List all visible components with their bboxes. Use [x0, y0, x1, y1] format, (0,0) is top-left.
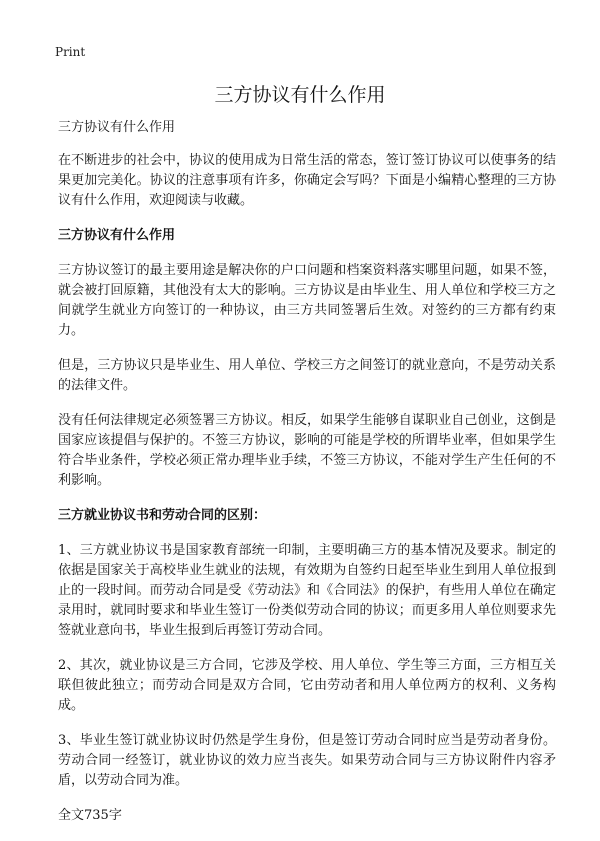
section1-paragraph: 三方协议签订的最主要用途是解决你的户口问题和档案资料落实哪里问题，如果不签，就会被打回原籍，其他没有太大的影响。三方协议是由毕业生、用人单位和学校三方之间就学生就业方向签订的一种协议，由三方共同签署后生效。对签约的三方都有约束力。: [58, 263, 556, 338]
section1-heading: 三方协议有什么作用: [58, 228, 176, 243]
section2-paragraph: 1、三方就业协议书是国家教育部统一印制，主要明确三方的基本情况及要求。制定的依据是国家关于高校毕业生就业的法规，有效期为自签约日起至毕业生到用人单位报到止的一段时间。而劳动合同是受《劳动法》和《合同法》的保护，有些用人单位在确定录用时，就同时要求和毕业生签订一份类似劳动合同的协议；而更多用人单位则要求先签就业意向书，毕业生报到后再签订劳动合同。: [58, 543, 556, 638]
page-title: 三方协议有什么作用: [214, 84, 386, 106]
section1-paragraph: 没有任何法律规定必须签署三方协议。相反，如果学生能够自谋职业自己创业，这倒是国家应该提倡与保护的。不签三方协议，影响的可能是学校的所谓毕业率，但如果学生符合毕业条件，学校必须正常办理毕业手续，不签三方协议，不能对学生产生任何的不利影响。: [58, 413, 556, 488]
section2-paragraph: 3、毕业生签订就业协议时仍然是学生身份，但是签订劳动合同时应当是劳动者身份。劳动合同一经签订，就业协议的效力应当丧失。如果劳动合同与三方协议附件内容矛盾，以劳动合同为准。: [58, 733, 556, 788]
intro-paragraph: 在不断进步的社会中，协议的使用成为日常生活的常态，签订签订协议可以使事务的结果更加完美化。协议的注意事项有许多，你确定会写吗？下面是小编精心整理的三方协议有什么作用，欢迎阅读与收藏。: [58, 153, 556, 208]
section1-paragraph: 但是，三方协议只是毕业生、用人单位、学校三方之间签订的就业意向，不是劳动关系的法律文件。: [58, 358, 556, 393]
print-link[interactable]: Print: [55, 45, 86, 59]
article-body: [58, 118, 556, 841]
article-subtitle: 三方协议有什么作用: [58, 120, 176, 135]
section2-heading: 三方就业协议书和劳动合同的区别：: [58, 508, 267, 523]
word-count: 全文735字: [58, 808, 122, 823]
section2-paragraph: 2、其次，就业协议是三方合同，它涉及学校、用人单位、学生等三方面，三方相互关联但彼此独立；而劳动合同是双方合同，它由劳动者和用人单位两方的权利、义务构成。: [58, 658, 556, 713]
